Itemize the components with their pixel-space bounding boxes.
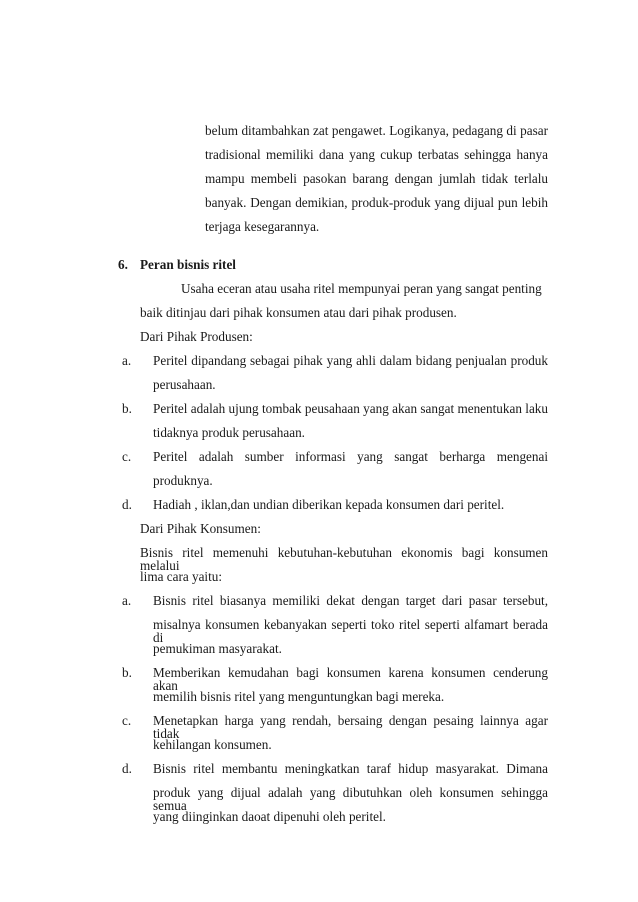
- section-number: 6.: [118, 257, 128, 272]
- list-item-line: perusahaan.: [153, 377, 216, 392]
- list-item-line: Memberikan kemudahan bagi konsumen karena konsumen cenderung akan: [153, 665, 548, 694]
- list-item-line: Bisnis ritel membantu meningkatkan taraf hidup masyarakat. Dimana: [153, 761, 548, 776]
- intro-line: baik ditinjau dari pihak konsumen atau dari pihak produsen.: [140, 305, 457, 320]
- consumer-intro-line: lima cara yaitu:: [140, 569, 223, 584]
- list-item-line: Bisnis ritel biasanya memiliki dekat dengan target dari pasar tersebut,: [153, 593, 548, 608]
- list-item-line: produknya.: [153, 473, 213, 488]
- list-item-line: tidaknya produk perusahaan.: [153, 425, 305, 440]
- list-marker: b.: [122, 665, 132, 680]
- list-marker: c.: [122, 713, 132, 728]
- list-marker: b.: [122, 401, 132, 416]
- list-item-line: Hadiah , iklan,dan undian diberikan kepada konsumen dari peritel.: [153, 497, 505, 512]
- list-item-line: Peritel adalah sumber informasi yang sangat berharga mengenai: [153, 449, 548, 464]
- list-item-line: Menetapkan harga yang rendah, bersaing dengan pesaing lainnya agar tidak: [153, 713, 548, 742]
- list-item-line: pemukiman masyarakat.: [153, 641, 282, 656]
- list-item-line: produk yang dijual adalah yang dibutuhkan oleh konsumen sehingga semua: [153, 785, 548, 814]
- continuation-line: mampu membeli pasokan barang dengan jumlah tidak terlalu: [205, 171, 548, 186]
- list-item-line: Peritel dipandang sebagai pihak yang ahli dalam bidang penjualan produk: [153, 353, 548, 368]
- list-marker: a.: [122, 353, 132, 368]
- consumer-heading: Dari Pihak Konsumen:: [140, 521, 261, 536]
- continuation-line: banyak. Dengan demikian, produk-produk yang dijual pun lebih: [205, 195, 548, 210]
- continuation-line: tradisional memiliki dana yang cukup terbatas sehingga hanya: [205, 147, 548, 162]
- list-item-line: yang diinginkan daoat dipenuhi oleh peritel.: [153, 809, 386, 824]
- list-marker: c.: [122, 449, 132, 464]
- list-marker: d.: [122, 761, 132, 776]
- consumer-intro-line: Bisnis ritel memenuhi kebutuhan-kebutuhan ekonomis bagi konsumen melalui: [140, 545, 548, 574]
- list-item-line: misalnya konsumen kebanyakan seperti toko ritel seperti alfamart berada di: [153, 617, 548, 646]
- list-item-line: memilih bisnis ritel yang menguntungkan bagi mereka.: [153, 689, 445, 704]
- list-item-line: Peritel adalah ujung tombak peusahaan yang akan sangat menentukan laku: [153, 401, 548, 416]
- list-marker: d.: [122, 497, 132, 512]
- intro-line: Usaha eceran atau usaha ritel mempunyai peran yang sangat penting: [181, 281, 542, 296]
- producer-heading: Dari Pihak Produsen:: [140, 329, 253, 344]
- list-marker: a.: [122, 593, 132, 608]
- section-title: Peran bisnis ritel: [140, 257, 236, 272]
- list-item-line: kehilangan konsumen.: [153, 737, 272, 752]
- continuation-line: terjaga kesegarannya.: [205, 219, 320, 234]
- continuation-line: belum ditambahkan zat pengawet. Logikanya, pedagang di pasar: [205, 123, 548, 138]
